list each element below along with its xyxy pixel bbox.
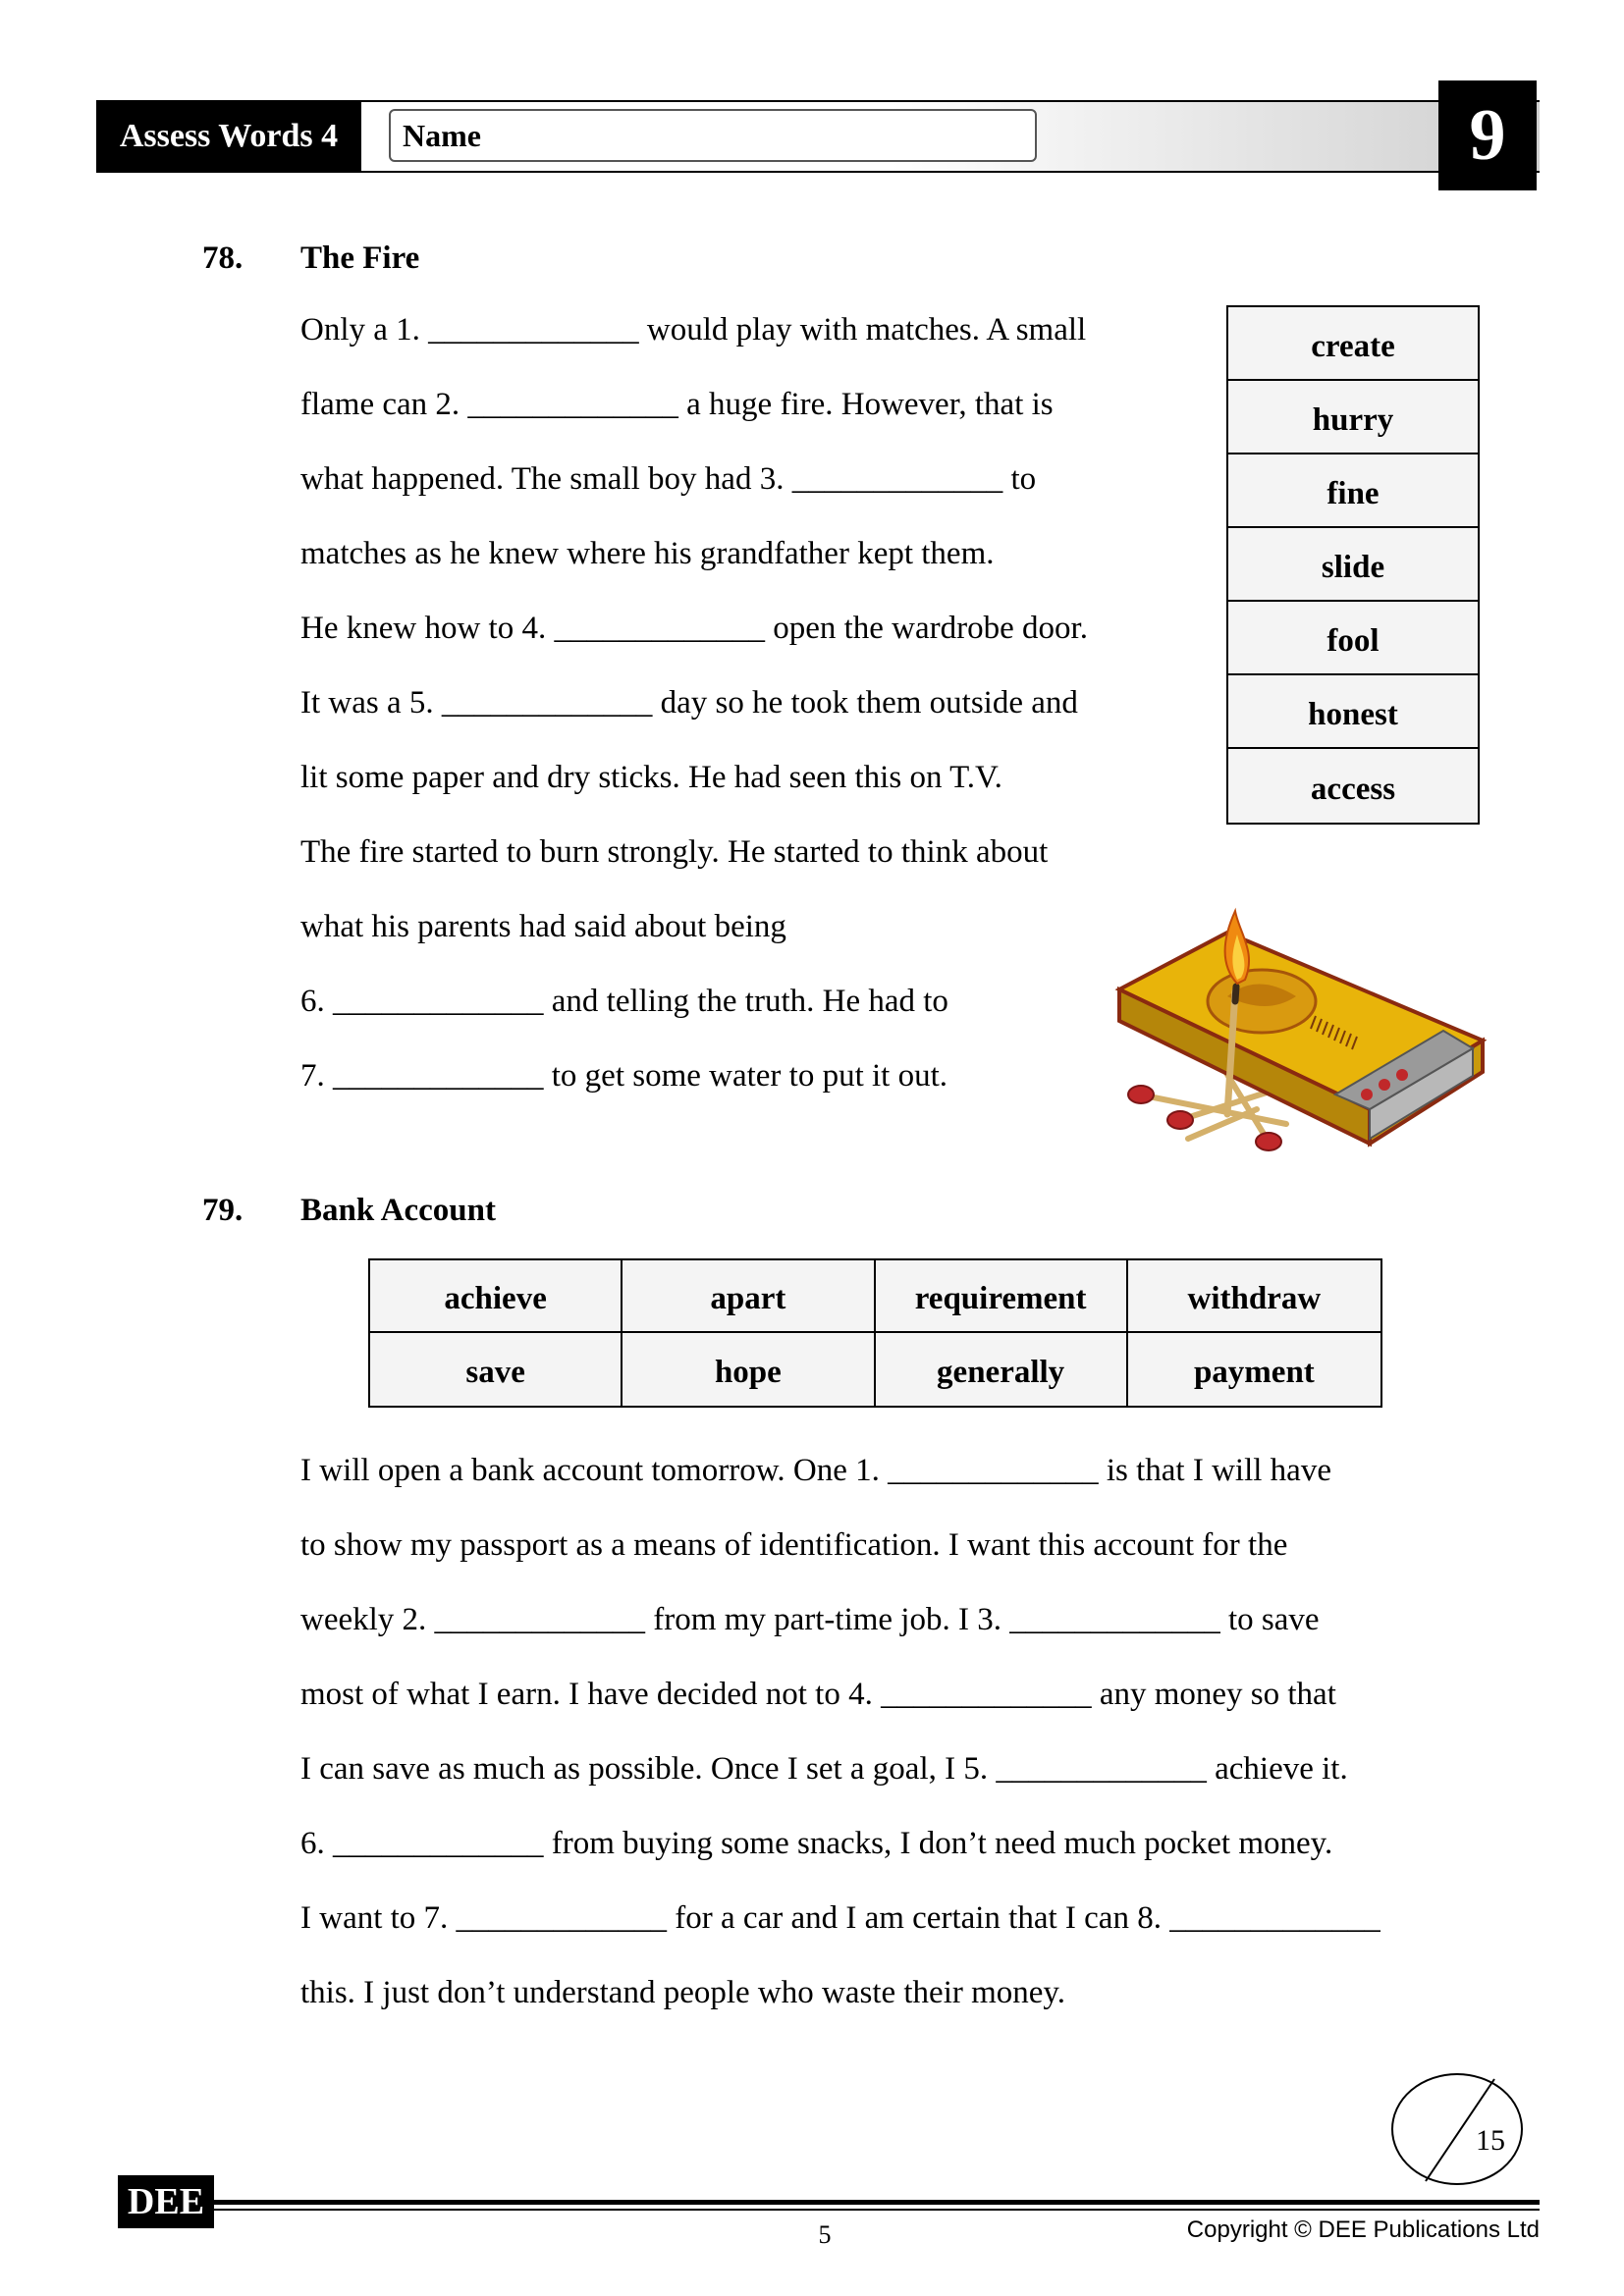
word-bank-item: fool: [1228, 602, 1478, 675]
score-circle: [1390, 2071, 1524, 2187]
word-bank-item: payment: [1128, 1333, 1380, 1406]
question-78-passage: [300, 312, 1184, 1117]
word-bank-item: hurry: [1228, 381, 1478, 454]
name-field[interactable]: Name: [389, 109, 1037, 162]
passage-line[interactable]: It was a 5. _____________ day so he took them outside and: [300, 685, 1078, 721]
word-bank-item: hope: [623, 1333, 875, 1406]
passage-line: this. I just don’t understand people who waste their money.: [300, 1975, 1066, 2010]
question-78-title: The Fire: [300, 240, 420, 276]
footer-rule: [214, 2200, 1540, 2205]
publisher-logo: DEE: [118, 2175, 214, 2228]
question-79-passage: [300, 1453, 1528, 2022]
word-bank-item: withdraw: [1128, 1260, 1380, 1333]
passage-line[interactable]: what happened. The small boy had 3. _____________ to: [300, 461, 1037, 497]
question-78-number: 78.: [202, 240, 244, 276]
word-bank-item: save: [370, 1333, 623, 1406]
passage-line: The fire started to burn strongly. He started to think about: [300, 834, 1049, 870]
passage-line[interactable]: 6. _____________ and telling the truth. He had to: [300, 984, 948, 1019]
unit-number-badge: 9: [1438, 80, 1537, 190]
passage-line[interactable]: He knew how to 4. _____________ open the wardrobe door.: [300, 611, 1088, 646]
passage-line[interactable]: 6. _____________ from buying some snacks, I don’t need much pocket money.: [300, 1826, 1333, 1861]
question-79-word-bank: [368, 1258, 1382, 1408]
passage-line[interactable]: weekly 2. _____________ from my part-time job. I 3. _____________ to save: [300, 1602, 1320, 1637]
passage-line[interactable]: I want to 7. _____________ for a car and I am certain that I can 8. _____________: [300, 1900, 1380, 1936]
page-number: 5: [818, 2220, 832, 2249]
passage-line[interactable]: I can save as much as possible. Once I set a goal, I 5. _____________ achieve it.: [300, 1751, 1348, 1787]
passage-line[interactable]: I will open a bank account tomorrow. One 1. _____________ is that I will have: [300, 1453, 1331, 1488]
question-79-title: Bank Account: [300, 1193, 496, 1228]
word-bank-item: generally: [876, 1333, 1128, 1406]
question-79-number: 79.: [202, 1193, 244, 1228]
score-total: 15: [1476, 2124, 1505, 2157]
word-bank-item: access: [1228, 749, 1478, 823]
passage-line: lit some paper and dry sticks. He had seen this on T.V.: [300, 760, 1002, 795]
word-bank-item: requirement: [876, 1260, 1128, 1333]
passage-line[interactable]: 7. _____________ to get some water to put it out.: [300, 1058, 948, 1094]
passage-line[interactable]: most of what I earn. I have decided not to 4. _____________ any money so that: [300, 1677, 1336, 1712]
word-bank-item: honest: [1228, 675, 1478, 749]
worksheet-title: Assess Words 4: [96, 100, 361, 173]
copyright-notice: Copyright © DEE Publications Ltd: [1186, 2216, 1540, 2243]
passage-line: matches as he knew where his grandfather kept them.: [300, 536, 995, 571]
matchbox-illustration: [1110, 903, 1502, 1168]
question-78-word-bank: [1226, 305, 1480, 825]
word-bank-item: slide: [1228, 528, 1478, 602]
passage-line: to show my passport as a means of identification. I want this account for the: [300, 1527, 1288, 1563]
passage-line: what his parents had said about being: [300, 909, 786, 944]
passage-line[interactable]: flame can 2. _____________ a huge fire. However, that is: [300, 387, 1054, 422]
word-bank-item: apart: [623, 1260, 875, 1333]
passage-line[interactable]: Only a 1. _____________ would play with matches. A small: [300, 312, 1087, 347]
word-bank-item: achieve: [370, 1260, 623, 1333]
footer-rule: [214, 2209, 1540, 2211]
word-bank-item: fine: [1228, 454, 1478, 528]
word-bank-item: create: [1228, 307, 1478, 381]
